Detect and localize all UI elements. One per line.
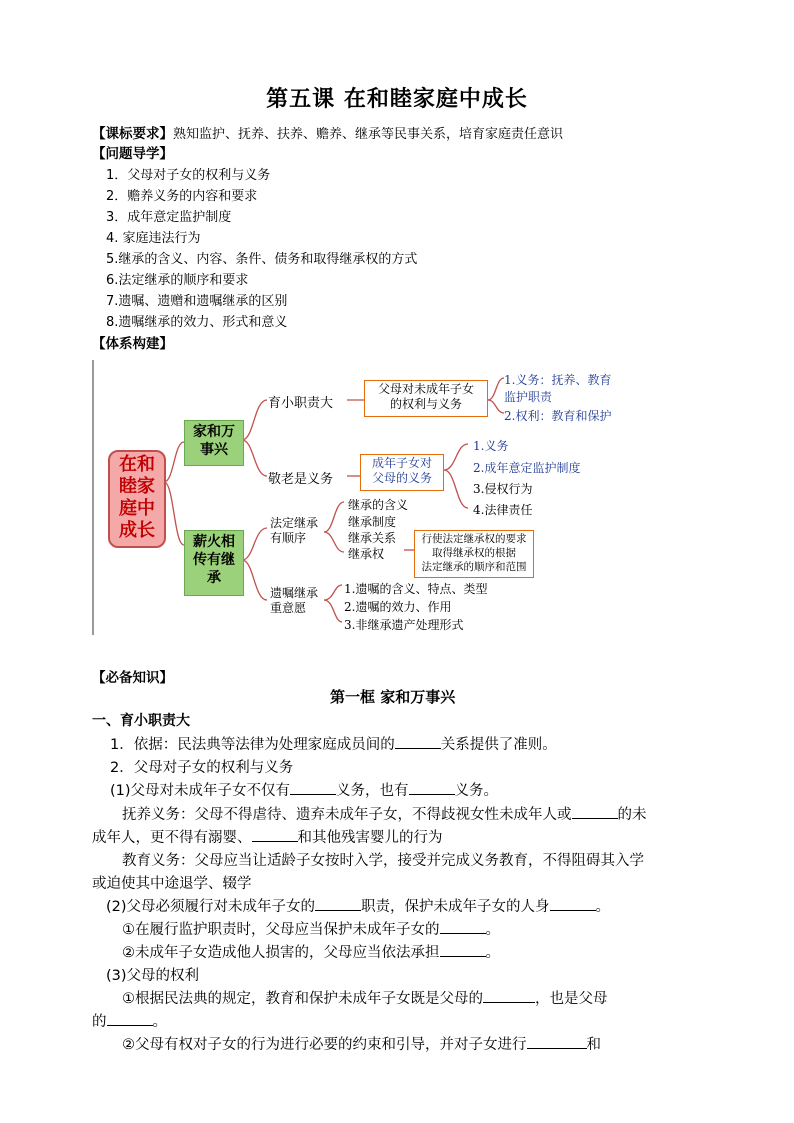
fill-blank[interactable] — [252, 827, 298, 842]
b1-sub1-box-line-2: 的权利与义务 — [389, 397, 462, 411]
curriculum-line — [92, 122, 563, 142]
root-line-1: 在和 — [119, 454, 155, 475]
line-7: 或迫使其中途退学、辍学 — [92, 876, 252, 892]
line-8-c: 。 — [595, 899, 611, 915]
guide-item-7: 7.遗嘱、遗赠和遗嘱继承的区别 — [106, 294, 288, 309]
line-4-b: 的未 — [617, 807, 647, 823]
knowledge-label: 【必备知识】 — [92, 670, 173, 686]
line-3-a: (1)父母对未成年子女不仅有 — [110, 783, 291, 799]
fill-blank[interactable] — [315, 896, 361, 911]
line-3 — [110, 779, 498, 800]
line-8-a: (2)父母必须履行对未成年子女的 — [106, 899, 316, 915]
b2-sub2-label-line-2: 重意愿 — [270, 601, 307, 615]
branch2-line-3: 承 — [207, 570, 221, 586]
b2-sub2-item-2: 2.遗嘱的效力、作用 — [344, 600, 452, 614]
line-1-b: 关系提供了准则。 — [440, 737, 557, 753]
b2-sub1-label — [270, 516, 318, 546]
line-13-a: 的 — [92, 1014, 107, 1030]
branch1-line-1: 家和万 — [193, 424, 235, 440]
line-5-b: 和其他残害婴儿的行为 — [297, 830, 443, 846]
line-11: (3)父母的权利 — [106, 968, 200, 984]
b1-sub1-label: 育小职责大 — [268, 396, 334, 411]
b1-sub2-box-line-2: 父母的义务 — [371, 471, 432, 485]
b2-sub2-label-line-1: 遗嘱继承 — [270, 586, 319, 600]
line-1-a: 1．依据：民法典等法律为处理家庭成员间的 — [110, 737, 395, 753]
line-10 — [122, 941, 500, 962]
fill-blank[interactable] — [550, 896, 596, 911]
b1-sub2-box — [360, 454, 444, 491]
line-2: 2．父母对子女的权利与义务 — [110, 760, 294, 776]
line-10-a: ②未成年子女造成他人损害的，父母应当依法承担 — [122, 945, 440, 961]
line-3-b: 义务，也有 — [336, 783, 409, 799]
b2-sub1-label-line-1: 法定继承 — [270, 516, 319, 530]
b2-sub1-box-line-2: 取得继承权的根据 — [432, 547, 516, 559]
line-14 — [122, 1033, 601, 1054]
b1-sub1-item-2: 监护职责 — [504, 390, 553, 404]
fill-blank[interactable] — [440, 919, 486, 934]
line-9-a: ①在履行监护职责时，父母应当保护未成年子女的 — [122, 922, 440, 938]
line-4-a: 抚养义务：父母不得虐待、遗弃未成年子女，不得歧视女性未成年人或 — [122, 807, 572, 823]
line-9-b: 。 — [485, 922, 500, 938]
b2-sub1-box-line-1: 行使法定继承权的要求 — [421, 533, 527, 545]
line-5-a: 成年人，更不得有溺婴、 — [92, 830, 252, 846]
guide-label: 【问题导学】 — [92, 146, 173, 162]
b2-sub1-item-2: 继承制度 — [348, 515, 397, 529]
line-8 — [106, 895, 610, 916]
root-line-2: 睦家 — [119, 476, 155, 497]
line-13-b: 。 — [152, 1014, 167, 1030]
b1-sub2-item-1: 1.义务 — [473, 439, 509, 453]
line-1 — [110, 733, 557, 754]
guide-item-6: 6.法定继承的顺序和要求 — [106, 273, 249, 288]
diagram-branch-2 — [184, 530, 244, 596]
line-12 — [122, 987, 608, 1008]
section1-title: 一、育小职责大 — [92, 713, 190, 729]
fill-blank[interactable] — [395, 734, 441, 749]
b2-sub2-item-1: 1.遗嘱的含义、特点、类型 — [344, 582, 488, 596]
b1-sub2-item-2: 2.成年意定监护制度 — [473, 461, 581, 475]
branch1-line-2: 事兴 — [200, 442, 228, 458]
b2-sub2-item-3: 3.非继承遗产处理形式 — [344, 618, 464, 632]
b2-sub1-item-4: 继承权 — [348, 547, 385, 561]
diagram-branch-1 — [184, 420, 244, 466]
b1-sub2-item-4: 4.法律责任 — [473, 503, 533, 517]
b1-sub1-item-1: 1.义务：抚养、教育 — [504, 373, 612, 387]
fill-blank[interactable] — [107, 1011, 153, 1026]
line-9 — [122, 918, 500, 939]
root-line-3: 庭中 — [119, 498, 155, 519]
line-4 — [122, 803, 647, 824]
guide-item-4: 4. 家庭违法行为 — [106, 231, 201, 246]
concept-diagram — [92, 360, 637, 635]
line-6: 教育义务：父母应当让适龄子女按时入学，接受并完成义务教育，不得阻碍其入学 — [122, 853, 644, 869]
guide-item-5: 5.继承的含义、内容、条件、债务和取得继承权的方式 — [106, 252, 418, 267]
line-13 — [92, 1010, 167, 1031]
line-14-a: ②父母有权对子女的行为进行必要的约束和引导，并对子女进行 — [122, 1037, 527, 1053]
b1-sub2-item-3: 3.侵权行为 — [473, 482, 533, 496]
fill-blank[interactable] — [483, 988, 535, 1003]
guide-item-3: 3．成年意定监护制度 — [106, 210, 232, 225]
branch2-line-2: 传有继 — [193, 552, 235, 568]
page-title: 第五课 在和睦家庭中成长 — [266, 87, 528, 112]
line-14-b: 和 — [586, 1037, 601, 1053]
line-12-a: ①根据民法典的规定，教育和保护未成年子女既是父母的 — [122, 991, 483, 1007]
frame1-title: 第一框 家和万事兴 — [330, 688, 456, 706]
b2-sub2-label — [270, 586, 318, 616]
curriculum-label: 【课标要求】 — [92, 126, 173, 142]
fill-blank[interactable] — [409, 780, 455, 795]
guide-item-1: 1．父母对子女的权利与义务 — [106, 168, 271, 183]
fill-blank[interactable] — [440, 942, 486, 957]
b2-sub1-label-line-2: 有顺序 — [270, 531, 307, 545]
b2-sub1-box — [414, 530, 534, 578]
b1-sub2-box-line-1: 成年子女对 — [371, 456, 432, 470]
system-label: 【体系构建】 — [92, 336, 173, 352]
line-3-c: 义务。 — [454, 783, 499, 799]
line-8-b: 职责，保护未成年子女的人身 — [361, 899, 550, 915]
branch2-line-1: 薪火相 — [193, 534, 235, 550]
b1-sub1-item-3: 2.权利：教育和保护 — [504, 409, 612, 423]
fill-blank[interactable] — [290, 780, 336, 795]
b1-sub1-box-line-1: 父母对未成年子女 — [377, 382, 474, 396]
diagram-root — [108, 450, 166, 548]
fill-blank[interactable] — [572, 804, 618, 819]
b2-sub1-item-1: 继承的含义 — [348, 498, 409, 512]
line-12-b: ，也是父母 — [535, 991, 608, 1007]
curriculum-text: 熟知监护、抚养、扶养、赡养、继承等民事关系，培育家庭责任意识 — [173, 127, 564, 142]
b2-sub1-box-line-3: 法定继承的顺序和范围 — [421, 561, 527, 573]
b1-sub2-label: 敬老是义务 — [268, 472, 334, 487]
b2-sub1-item-3: 继承关系 — [348, 531, 397, 545]
b1-sub1-box — [364, 380, 488, 417]
root-line-4: 成长 — [119, 520, 155, 541]
line-5 — [92, 826, 443, 847]
guide-item-2: 2．赡养义务的内容和要求 — [106, 189, 258, 204]
line-10-b: 。 — [485, 945, 500, 961]
guide-item-8: 8.遗嘱继承的效力、形式和意义 — [106, 315, 288, 330]
fill-blank[interactable] — [527, 1034, 587, 1049]
